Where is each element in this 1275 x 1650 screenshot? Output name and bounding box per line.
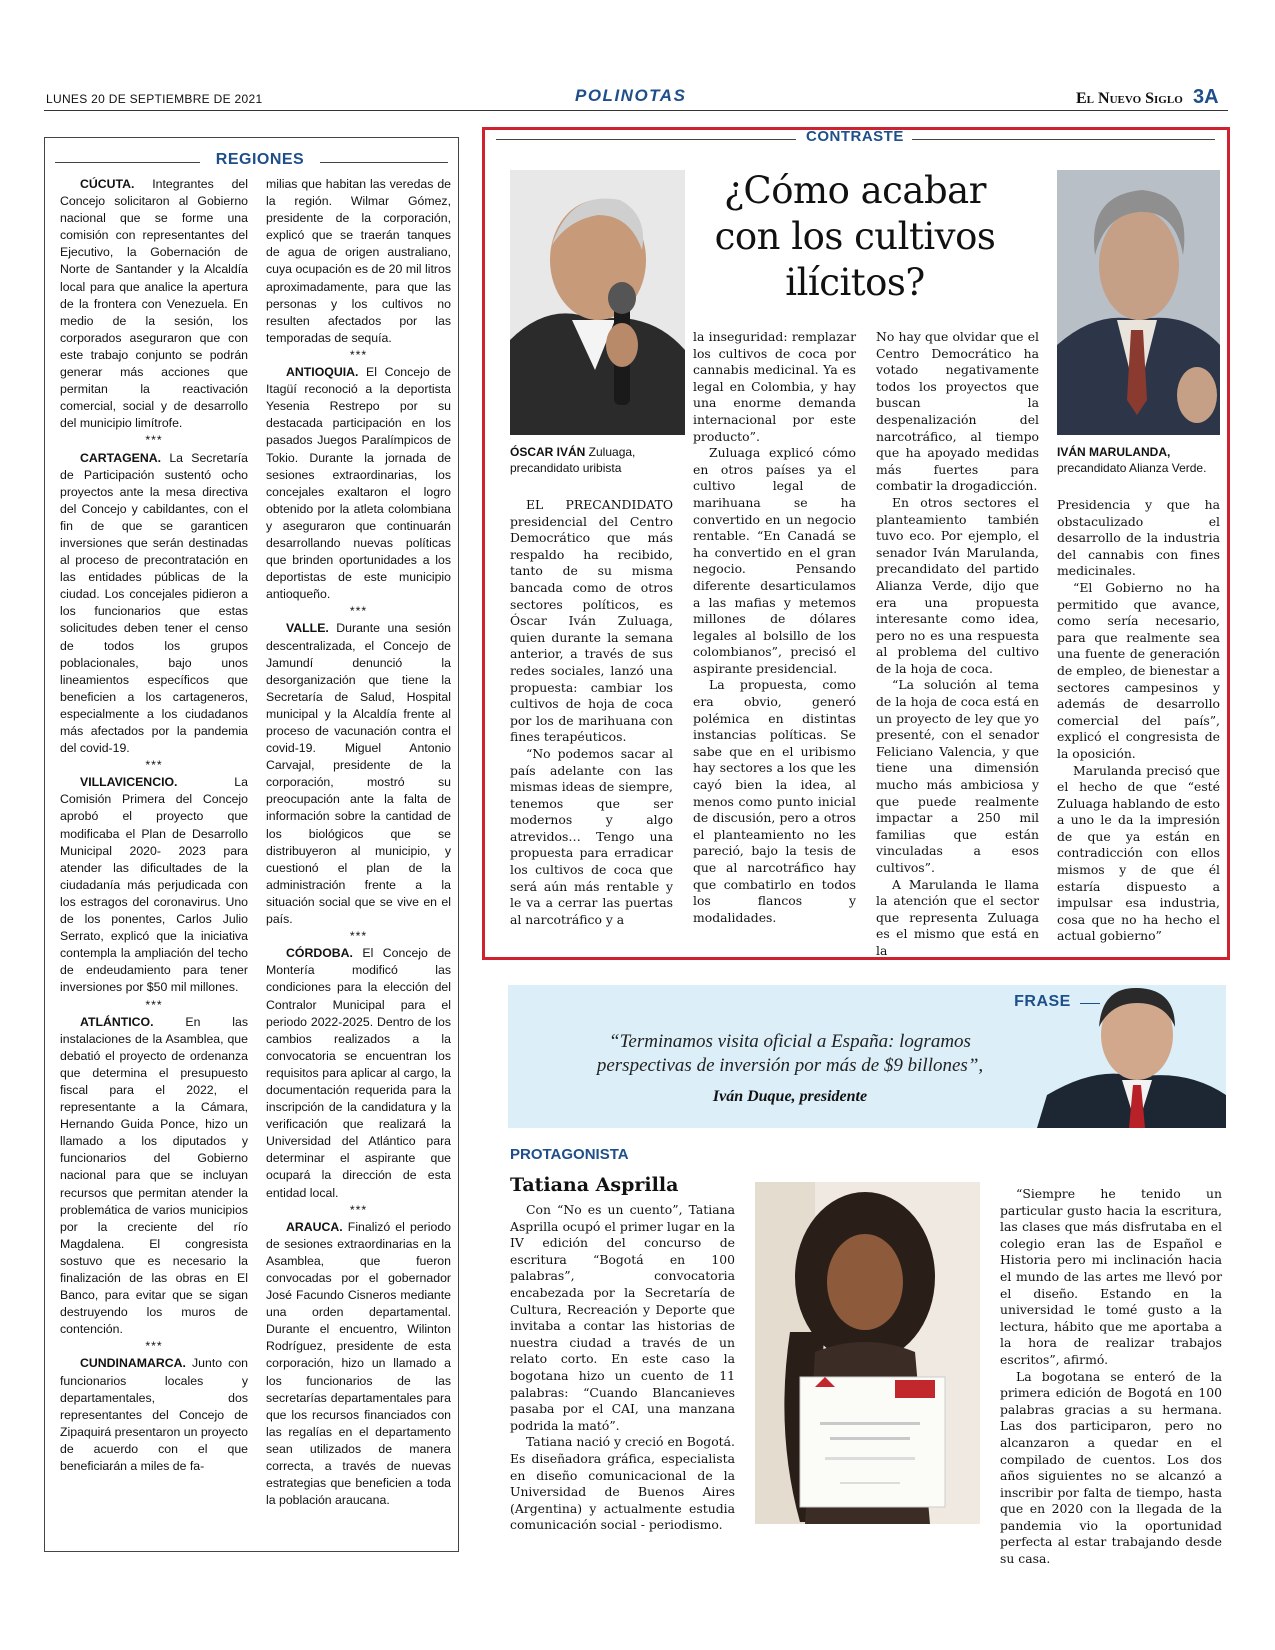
regiones-rule-right: [320, 162, 448, 163]
contraste-column-3: [876, 329, 1039, 960]
region-name: CUNDINAMARCA.: [80, 1356, 186, 1371]
region-name: ANTIOQUIA.: [286, 365, 359, 380]
asprilla-photo: [755, 1182, 980, 1524]
paragraph: “El Gobierno no ha permitido que avance, como sería necesario, para que realmente sea una fuente de generación de empleo, de bienestar a sectores campesinos y además de desarrollo comercial del país”, explicó el congresista de la oposición.: [1057, 579, 1220, 761]
region-item: [60, 1355, 248, 1475]
issue-date: LUNES 20 DE SEPTIEMBRE DE 2021: [46, 92, 263, 106]
contraste-column-1: [510, 497, 673, 928]
separator: ***: [349, 347, 368, 362]
contraste-rule-right: [912, 139, 1215, 140]
caption-role: Zuluaga, precandidato uribista: [510, 445, 636, 475]
newspaper-name: El Nuevo Siglo: [1076, 90, 1183, 107]
article-title: [700, 168, 1010, 306]
title-line: con los cultivos: [714, 215, 996, 258]
region-item: [266, 1219, 451, 1510]
paragraph: la inseguridad: remplazar los cultivos de coca por cannabis medicinal. Ya es legal en Colombia, y hay una enorme demanda internacional por este producto”.: [693, 329, 856, 444]
paragraph: En otros sectores el planteamiento también tuvo eco. Por ejemplo, el senador Iván Marulanda, precandidato del partido Alianza Verde, dijo que era una propuesta interesante como idea, pero no es una respuesta al problema del cultivo de la hoja de coca.: [876, 494, 1039, 676]
protagonista-column-1: [510, 1202, 735, 1534]
separator: ***: [145, 433, 163, 448]
region-item: [60, 774, 248, 996]
region-text: Junto con funcionarios locales y departamentales, dos representantes del Concejo de Zipaquirá presentaron un proyecto de acuerdo con el que beneficiarán a miles de fa-: [60, 1356, 248, 1474]
region-item: [60, 450, 248, 758]
duque-photo: [1037, 985, 1226, 1128]
caption-name: IVÁN MARULANDA,: [1057, 445, 1171, 459]
region-item: [266, 364, 451, 603]
paragraph: Con “No es un cuento”, Tatiana Asprilla ocupó el primer lugar en la IV edición del concurso de escritura “Bogotá en 100 palabras”, convocatoria encabezada por la Secretaría de Cultura, Recreación y Deporte que invitaba a contar las historias de nuestra ciudad a través de un relato corto. En este caso la bogotana hizo un cuento de 11 palabras: “Cuando Blancanieves pasaba por el CAI, una manzana podrida la mató”.: [510, 1202, 735, 1433]
paragraph: La bogotana se enteró de la primera edición de Bogotá en 100 palabras gracias a su hermana. Las dos participaron, pero no alcanzaron a quedar en el compilado de cuentos. Los dos años siguientes no se alcanzó a inscribir por falta de tiempo, hasta que en 2020 con la llegada de la pandemia vio la oportunidad perfecta al estar trabajando desde su casa.: [1000, 1368, 1222, 1567]
region-name: CARTAGENA.: [80, 450, 162, 465]
region-text: milias que habitan las veredas de la región. Wilmar Gómez, presidente de la corporación, explicó que se traerán tanques de agua de origen australiano, cuya ocupación es de 20 mil litros aproximadamente, para que las personas y los cultivos no resulten afectados por las temporadas de sequía.: [266, 177, 451, 345]
protagonista-column-2: [1000, 1186, 1222, 1568]
quote-line: “Terminamos visita oficial a España: logramos: [609, 1031, 971, 1052]
separator: ***: [349, 929, 368, 944]
region-item: [266, 620, 451, 928]
paragraph: EL PRECANDIDATO presidencial del Centro Democrático que más respaldo ha recibido, tanto de su misma bancada como de otros sectores políticos, es Óscar Iván Zuluaga, quien durante la semana anterior, a través de sus redes sociales, lanzó una propuesta: cambiar los cultivos de hoja de coca por los de marihuana con fines terapéuticos.: [510, 497, 673, 745]
regiones-column-1: [60, 176, 248, 1475]
protagonista-name: Tatiana Asprilla: [510, 1174, 679, 1196]
paragraph: No hay que olvidar que el Centro Democrático ha votado negativamente todos los proyectos que buscan la despenalización del narcotráfico, al tiempo que ha apoyado medidas más fuertes para combatir la drogadicción.: [876, 329, 1039, 494]
header-rule: [44, 110, 1228, 111]
paragraph: “Siempre he tenido un particular gusto hacia la escritura, las clases que más disfrutaba en el colegio eran las de Español e Historia pero mi inclinación hacia el mundo de las artes me llevó por el diseño. Estando en la universidad le tomé gusto a la lectura, hábito que me aportaba a la hora de realizar trabajos escritos”, afirmó.: [1000, 1186, 1222, 1367]
paragraph: Zuluaga explicó cómo en otros países ya el cultivo legal de marihuana se ha convertido en un negocio rentable. “En Canadá se ha convertido en el gran negocio. Pensando diferente desarticulamos a las mafias y metemos millones de dólares legales al bolsillo de los colombianos”, precisó el aspirante presidencial.: [693, 445, 856, 676]
caption-name: ÓSCAR IVÁN: [510, 445, 586, 459]
paragraph: “La solución al tema de la hoja de coca está en un proyecto de ley que yo presenté, con el senador Feliciano Valencia, y que tiene una dimensión mucho más ambiciosa y que puede realmente impactar a 250 mil familias que están vinculadas a esos cultivos”.: [876, 677, 1039, 875]
frase-quote: [540, 1030, 1040, 1078]
contraste-column-2: [693, 329, 856, 926]
region-name: VILLAVICENCIO.: [80, 775, 178, 790]
contraste-heading: CONTRASTE: [806, 128, 904, 145]
region-item: [60, 1014, 248, 1339]
marulanda-caption: [1057, 444, 1227, 476]
region-name: ATLÁNTICO.: [80, 1014, 154, 1029]
region-text: Integrantes del Concejo solicitaron al Gobierno nacional que se forme una comisión con representantes del Ejecutivo, la Gobernación de Norte de Santander y la Alcaldía local para que analice la apertura de la frontera con Venezuela. En medio de la sesión, los corporados aseguraron que con este trabajo conjunto se podrán generar más acciones que permitan la reactivación comercial, social y de desarrollo del municipio limítrofe.: [60, 177, 248, 431]
region-name: ARAUCA.: [286, 1219, 343, 1234]
region-name: CÚCUTA.: [80, 177, 135, 191]
regiones-rule-left: [55, 162, 200, 163]
quote-line: perspectivas de inversión por más de $9 billones”,: [596, 1055, 984, 1076]
marulanda-photo: [1057, 170, 1220, 435]
title-line: ¿Cómo acabar: [724, 169, 986, 212]
contraste-column-4: [1057, 497, 1220, 945]
region-text: El Concejo de Montería modificó las condiciones para la elección del Contralor Municipal para el periodo 2022-2025. Dentro de los cambios realizados a la convocatoria se encuentran los requisitos para aplicar al cargo, la documentación requerida para la inscripción de la candidatura y la verificación que realizará la Universidad del Atlántico para determinar el aspirante que ocupará la dirección de esta entidad local.: [266, 946, 451, 1200]
paragraph: La propuesta, como era obvio, generó polémica en distintas instancias políticas. Se sabe que en el uribismo hay sectores a los que les cayó bien la idea, al menos como punto inicial de discusión, pero a otros el planteamiento no les pareció, bajo la tesis de que al narcotráfico hay que combatirlo en todos los flancos y modalidades.: [693, 677, 856, 925]
title-line: ilícitos?: [785, 261, 925, 304]
region-text: El Concejo de Itagüí reconoció a la deportista Yesenia Restrepo por su destacada participación en los pasados Juegos Paralímpicos de Tokio. Durante la jornada de sesiones extraordinarias, los concejales exaltaron el logro obtenido por la atleta colombiana y aseguraron que continuarán desarrollando nuevas políticas que brinden oportunidades a los deportistas de este municipio antioqueño.: [266, 365, 451, 602]
regiones-heading: REGIONES: [215, 151, 305, 168]
paragraph: Presidencia y que ha obstaculizado el desarrollo de la industria del cannabis con fines medicinales.: [1057, 497, 1220, 579]
region-item: [266, 945, 451, 1201]
paragraph: Tatiana nació y creció en Bogotá. Es diseñadora gráfica, especialista en diseño comunicacional de la Universidad de Buenos Aires (Argentina) y actualmente estudia comunicación social - periodismo.: [510, 1434, 735, 1533]
region-text: La Secretaría de Participación sustentó ocho proyectos ante la mesa directiva del Concejo y cabildantes, con el fin de que se garanticen inversiones que serán destinadas al proceso de precontratación en las entidades públicas de la ciudad. Los concejales pidieron a los funcionarios que estas solicitudes deben tener el censo de todos los grupos poblacionales, bajo unos lineamientos específicos que beneficien a los cartageneros, especialmente a los ciudadanos más afectados por la pandemia del covid-19.: [60, 450, 248, 756]
region-item: [266, 176, 451, 347]
zuluaga-caption: [510, 444, 685, 476]
caption-role: precandidato Alianza Verde.: [1057, 461, 1207, 475]
region-text: Durante una sesión descentralizada, el Concejo de Jamundí denunció la desorganización que tiene la Secretaría de Salud, Hospital municipal y la Alcaldía frente al proceso de vacunación contra el covid-19. Miguel Antonio Carvajal, presidente de la corporación, mostró su preocupación ante la falta de información sobre la cantidad de los biológicos que se distribuyeron al municipio, y cuestionó el plan de la administración frente a la situación social que se vive en el país.: [266, 621, 451, 927]
region-name: CÓRDOBA.: [286, 946, 353, 961]
frase-heading: FRASE: [1014, 993, 1071, 1010]
protagonista-label: PROTAGONISTA: [510, 1146, 629, 1163]
paragraph: Marulanda precisó que el hecho de que “esté Zuluaga hablando de esto a uno le da la impresión de que ya están en contradicción con ellos mismos y de que él estaría dispuesto a impulsar esa industria, cosa que no ha hecho el actual gobierno”: [1057, 762, 1220, 944]
separator: ***: [145, 1339, 163, 1354]
paragraph: A Marulanda le llama la atención que el sector que representa Zuluaga es el mismo que está en la: [876, 876, 1039, 958]
separator: ***: [145, 997, 163, 1012]
contraste-rule-left: [496, 139, 796, 140]
frase-author: Iván Duque, presidente: [712, 1088, 868, 1105]
regiones-column-2: [266, 176, 451, 1509]
region-text: En las instalaciones de la Asamblea, que debatió el proyecto de ordenanza que determina el presupuesto fiscal para el 2022, el representante a la Cámara, Hernando Guida Ponce, hizo un llamado a los diputados y funcionarios del Gobierno nacional para que se incluyan recursos que permitan atender la problemática de varios municipios por la creciente del río Magdalena. El congresista sostuvo que es necesario la finalización de las obras en El Banco, para evitar que se sigan destruyendo los muros de contención.: [60, 1014, 248, 1337]
region-item: [60, 176, 248, 432]
zuluaga-photo: [510, 170, 685, 435]
region-name: VALLE.: [286, 621, 329, 636]
separator: ***: [349, 604, 368, 619]
region-text: Finalizó el periodo de sesiones extraordinarias en la Asamblea, que fueron convocadas por el gobernador José Facundo Cisneros mediante una orden departamental. Durante el encuentro, Wilinton Rodríguez, presidente de esta corporación, hizo un llamado a los funcionarios de las secretarías departamentales para que los recursos financiados con las regalías en el departamento sean utilizados de manera correcta, a través de nuevas estrategias que beneficien a toda la población araucana.: [266, 1219, 451, 1508]
page-number: 3A: [1193, 86, 1219, 108]
separator: ***: [145, 758, 163, 773]
section-name: POLINOTAS: [575, 86, 687, 105]
separator: ***: [349, 1202, 368, 1217]
paragraph: “No podemos sacar al país adelante con las mismas ideas de siempre, tenemos que ser modernos y algo atrevidos… Tengo una propuesta para erradicar los cultivos de coca que será aún más rentable y le va a cerrar las puertas al narcotráfico y a: [510, 745, 673, 927]
region-text: La Comisión Primera del Concejo aprobó el proyecto que modificaba el Plan de Desarrollo Municipal 2020- 2023 para atender las dificultades de la ciudadanía más perjudicada con los estragos del coronavirus. Uno de los ponentes, Carlos Julio Serrato, explicó que la iniciativa contempla la ampliación del techo de endeudamiento para tener inversiones por $50 mil millones.: [60, 775, 248, 995]
